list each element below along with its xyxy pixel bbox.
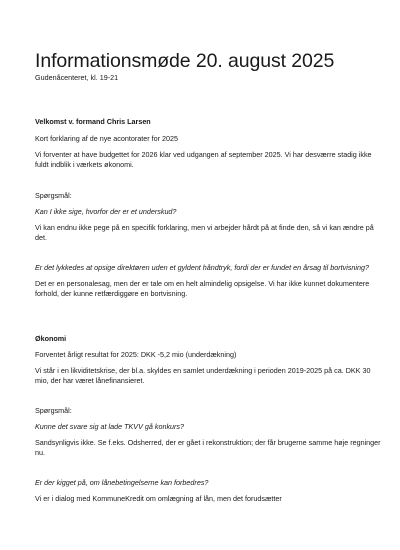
- paragraph-line: Forventet årligt resultat for 2025: DKK -5,2 mio (underdækning): [35, 350, 237, 359]
- answer-line: det.: [35, 233, 47, 242]
- question-line: Kunne det svare sig at lade TKVV gå konkurs?: [35, 422, 185, 431]
- document-subtitle: Gudenåcenteret, kl. 19-21: [35, 73, 119, 82]
- section-heading-welcome: Velkomst v. formand Chris Larsen: [35, 117, 151, 126]
- answer-line: Sandsynligvis ikke. Se f.eks. Odsherred, der er gået i rekonstruktion; der får brugerne samme høje regninger: [35, 438, 381, 447]
- paragraph-line: mio, der har været lånefinansieret.: [35, 376, 145, 385]
- question-line: Kan I ikke sige, hvorfor der er et underskud?: [35, 207, 177, 216]
- answer-line: nu.: [35, 448, 45, 457]
- answer-line: Vi kan endnu ikke pege på en specifik forklaring, men vi arbejder hårdt på at finde den, så vi kan ændre på: [35, 223, 374, 232]
- paragraph-line: Vi står i en likviditetskrise, der bl.a. skyldes en samlet underdækning i perioden 2019-2025 på ca. DKK 30: [35, 366, 371, 375]
- paragraph-line: Kort forklaring af de nye acontorater for 2025: [35, 134, 179, 143]
- question-line: Er der kigget på, om lånebetingelserne kan forbedres?: [35, 478, 209, 487]
- answer-line: forhold, der kunne retfærdiggøre en bortvisning.: [35, 289, 188, 298]
- questions-label: Spørgsmål:: [35, 406, 72, 415]
- document-title: Informationsmøde 20. august 2025: [35, 50, 335, 72]
- paragraph-line: fuldt indblik i værkets økonomi.: [35, 160, 134, 169]
- answer-line: Det er en personalesag, men der er tale om en helt almindelig opsigelse. Vi har ikke kunnet dokumentere: [35, 279, 370, 288]
- paragraph-line: Vi forventer at have budgettet for 2026 klar ved udgangen af september 2025. Vi har desværre stadig ikke: [35, 150, 372, 159]
- question-line: Er det lykkedes at opsige direktøren uden et gyldent håndtryk, fordi der er fundet en årsag til bortvisning?: [35, 263, 370, 272]
- answer-line: Vi er i dialog med KommuneKredit om omlægning af lån, men det forudsætter: [35, 494, 282, 503]
- section-heading-economy: Økonomi: [35, 334, 67, 343]
- questions-label: Spørgsmål:: [35, 191, 72, 200]
